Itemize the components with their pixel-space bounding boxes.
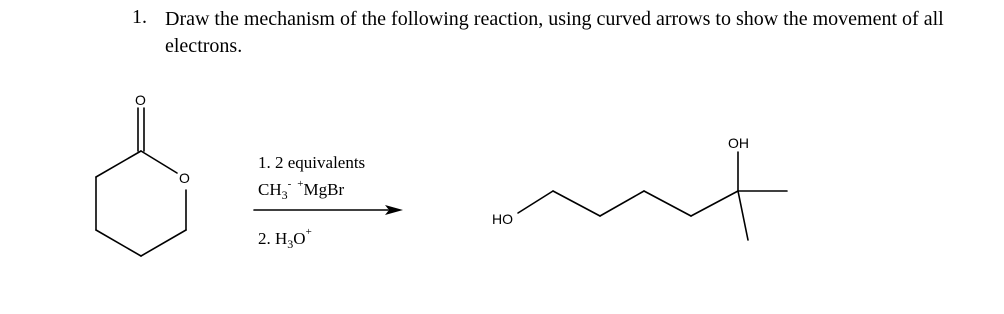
product-bond-o-c1 <box>518 191 553 213</box>
reagent-ch-charge: - <box>287 178 292 190</box>
product-oh-label: OH <box>728 135 749 151</box>
product-bond-c4-c5 <box>691 191 738 216</box>
step2-oxygen: O <box>293 229 306 248</box>
product-bond-c1-c2 <box>553 191 600 216</box>
reactant-lactone <box>96 92 190 256</box>
question-number: 1. <box>132 6 147 28</box>
product-ho-label: HO <box>492 211 513 227</box>
ring-bond-c4-c3 <box>96 230 141 256</box>
ring-oxygen-label: O <box>179 170 190 186</box>
product-bond-c5-methyl-down <box>738 191 748 240</box>
reaction-conditions <box>254 153 403 251</box>
step2-subscript: 3 <box>287 237 294 251</box>
ring-bond-c2-c1 <box>96 151 141 177</box>
reagent-mgbr: MgBr <box>303 180 345 199</box>
condition-step1-line1: 1. 2 equivalents <box>258 153 366 172</box>
product-diol <box>492 135 787 240</box>
condition-step2 <box>258 226 312 251</box>
product-bond-c3-c4 <box>644 191 691 216</box>
reagent-ch-subscript: 3 <box>281 188 288 202</box>
step2-charge: + <box>305 226 312 238</box>
question-text: Draw the mechanism of the following reaction, using curved arrows to show the movement of all electrons. <box>165 8 944 57</box>
condition-step1-reagent <box>258 178 344 202</box>
reagent-mg-charge: + <box>297 178 304 190</box>
ring-bond-c5-c4 <box>141 230 186 256</box>
reagent-ch: CH <box>258 180 282 199</box>
carbonyl-oxygen-label: O <box>135 92 146 108</box>
step2-prefix: 2. H <box>258 229 288 248</box>
ring-bond-c1-o <box>141 151 177 173</box>
product-bond-c2-c3 <box>600 191 644 216</box>
